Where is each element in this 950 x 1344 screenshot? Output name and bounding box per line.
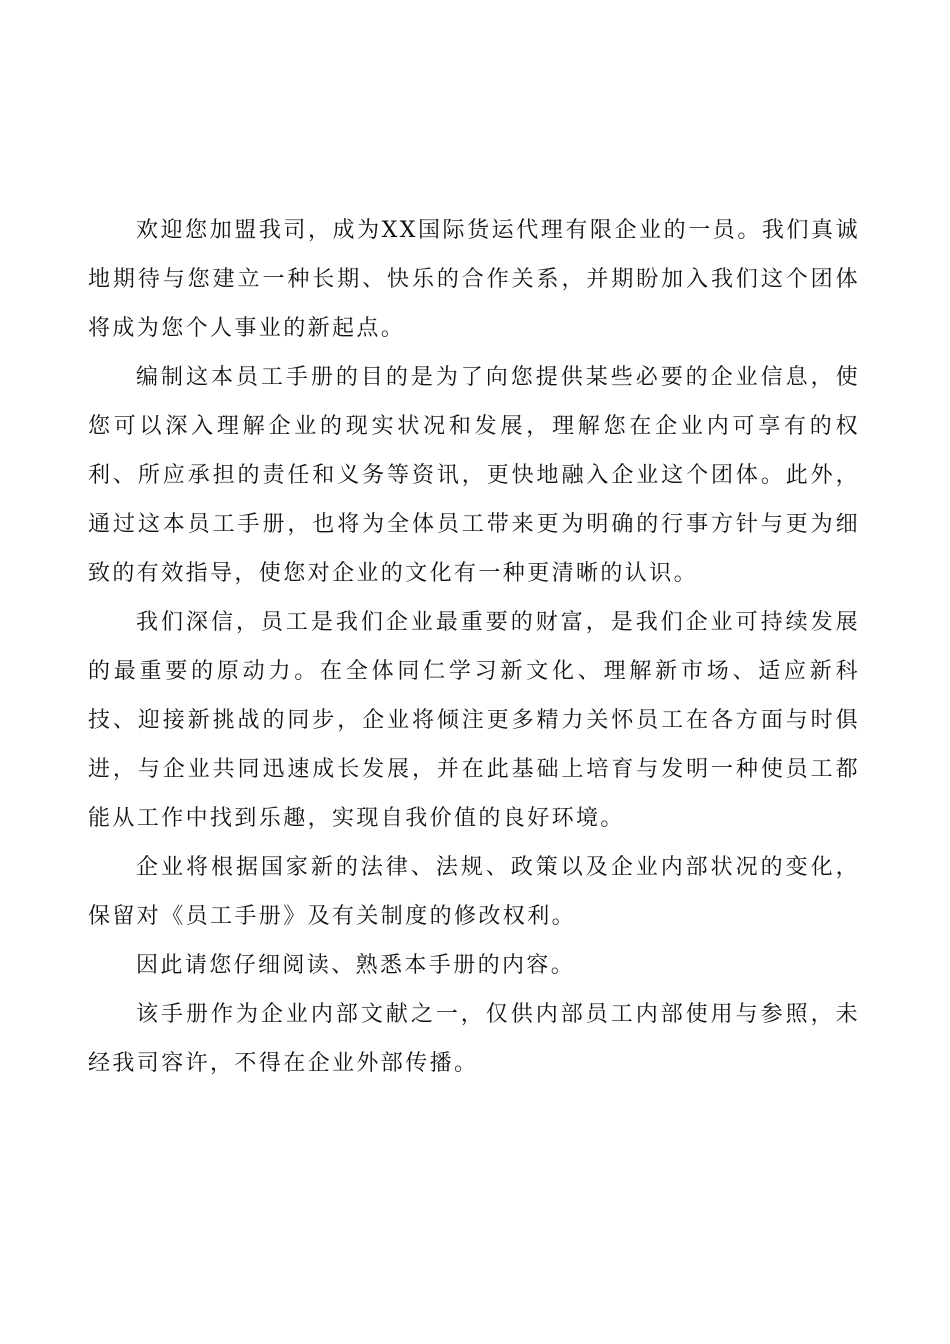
paragraph-revision-rights: 企业将根据国家新的法律、法规、政策以及企业内部状况的变化，保留对《员工手册》及有关制度的修改权利。 — [88, 855, 860, 929]
document-body — [88, 206, 860, 1088]
paragraph-handbook-purpose: 编制这本员工手册的目的是为了向您提供某些必要的企业信息，使您可以深入理解企业的现实状况和发展，理解您在企业内可享有的权利、所应承担的责任和义务等资讯，更快地融入企业这个团体。此外，通过这本员工手册，也将为全体员工带来更为明确的行事方针与更为细致的有效指导，使您对企业的文化有一种更清晰的认识。 — [88, 365, 860, 586]
paragraph-read-carefully: 因此请您仔细阅读、熟悉本手册的内容。 — [136, 953, 576, 978]
paragraph-welcome: 欢迎您加盟我司，成为XX国际货运代理有限企业的一员。我们真诚地期待与您建立一种长期、快乐的合作关系，并期盼加入我们这个团体将成为您个人事业的新起点。 — [88, 218, 860, 341]
paragraph-confidentiality: 该手册作为企业内部文献之一，仅供内部员工内部使用与参照，未经我司容许，不得在企业外部传播。 — [88, 1002, 860, 1076]
paragraph-employees-value: 我们深信，员工是我们企业最重要的财富，是我们企业可持续发展的最重要的原动力。在全体同仁学习新文化、理解新市场、适应新科技、迎接新挑战的同步，企业将倾注更多精力关怀员工在各方面与时俱进，与企业共同迅速成长发展，并在此基础上培育与发明一种使员工都能从工作中找到乐趣，实现自我价值的良好环境。 — [88, 610, 860, 831]
